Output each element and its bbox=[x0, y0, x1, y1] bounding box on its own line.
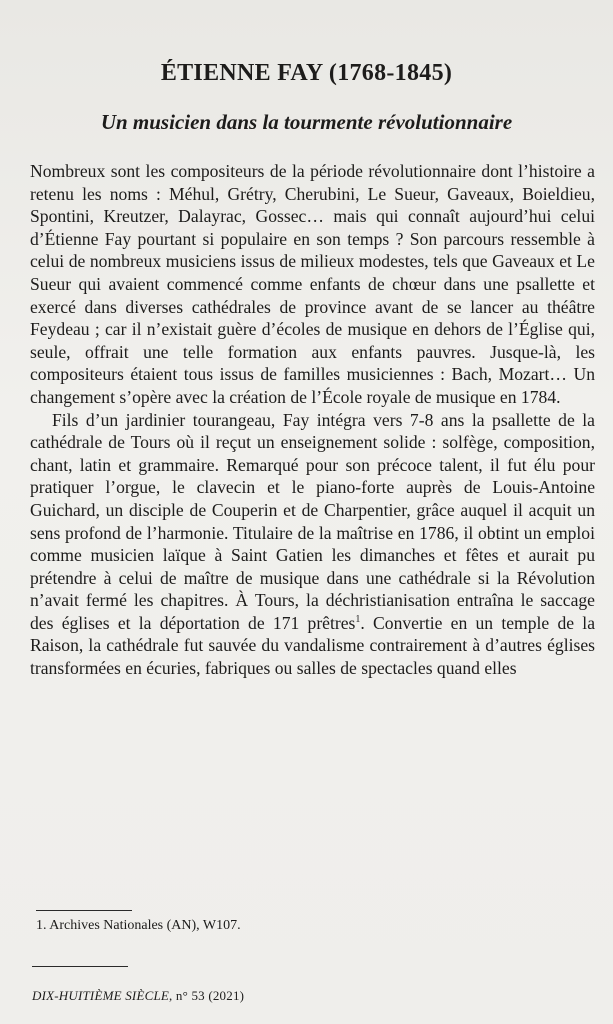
footnote-marker[interactable]: 1 bbox=[355, 614, 361, 626]
article-body bbox=[30, 160, 595, 680]
footnote-rule bbox=[36, 910, 132, 911]
paragraph-2 bbox=[30, 409, 595, 680]
journal-rule bbox=[32, 966, 128, 967]
paragraph-2-text-b: . Convertie en un temple de la Raison, la cathédrale fut sauvée du vandalisme contrairement à d’autres églises transformées en écuries, fabriques ou salles de spectacles quand elles bbox=[30, 612, 596, 679]
paragraph-2-text-a: Fils d’un jardinier tourangeau, Fay intégra vers 7-8 ans la psallette de la cathédrale de Tours où il reçut un enseignement solide : solfège, composition, chant, latin et grammaire. Remarqué pour son précoce talent, il fut élu pour pratiquer l’orgue, le clavecin et le piano-forte auprès de Louis-Antoine Guichard, un disciple de Couperin et de Charpentier, grâce auquel il acquit un sens profond de l’harmonie. Titulaire de la maîtrise en 1786, il obtint un emploi comme musicien laïque à Saint Gatien les dimanches et fêtes et aurait pu prétendre à celui de maître de musique dans une cathédrale si la Révolution n’avait fermé les chapitres. À Tours, la déchristianisation entraîna le saccage des églises et la déportation de 171 prêtres bbox=[30, 409, 595, 633]
journal-issue: , n° 53 (2021) bbox=[169, 988, 245, 1003]
journal-name: DIX-HUITIÈME SIÈCLE bbox=[32, 988, 170, 1003]
article-subtitle: Un musicien dans la tourmente révolutionnaire bbox=[100, 110, 513, 134]
article-title: ÉTIENNE FAY (1768-1845) bbox=[160, 60, 453, 86]
journal-citation bbox=[32, 988, 244, 1004]
footnote-1: 1. Archives Nationales (AN), W107. bbox=[36, 918, 241, 933]
paragraph-1: Nombreux sont les compositeurs de la période révolutionnaire dont l’histoire a retenu les noms : Méhul, Grétry, Cherubini, Le Sueur, Gaveaux, Boieldieu, Spontini, Kreutzer, Dalayrac, Gossec… mais qui connaît aujourd’hui celui d’Étienne Fay pourtant si populaire en son temps ? Son parcours ressemble à celui de nombreux musiciens issus de milieux modestes, tels que Gaveaux et Le Sueur qui avaient commencé comme enfants de chœur dans une psallette et exercé dans diverses cathédrales de province avant de se lancer au théâtre Feydeau ; car il n’existait guère d’écoles de musique en dehors de l’Église qui, seule, offrait une telle formation aux enfants pauvres. Jusque-là, les compositeurs étaient tous issus de familles musiciennes : Bach, Mozart… Un changement s’opère avec la création de l’École royale de musique en 1784. bbox=[30, 161, 595, 407]
